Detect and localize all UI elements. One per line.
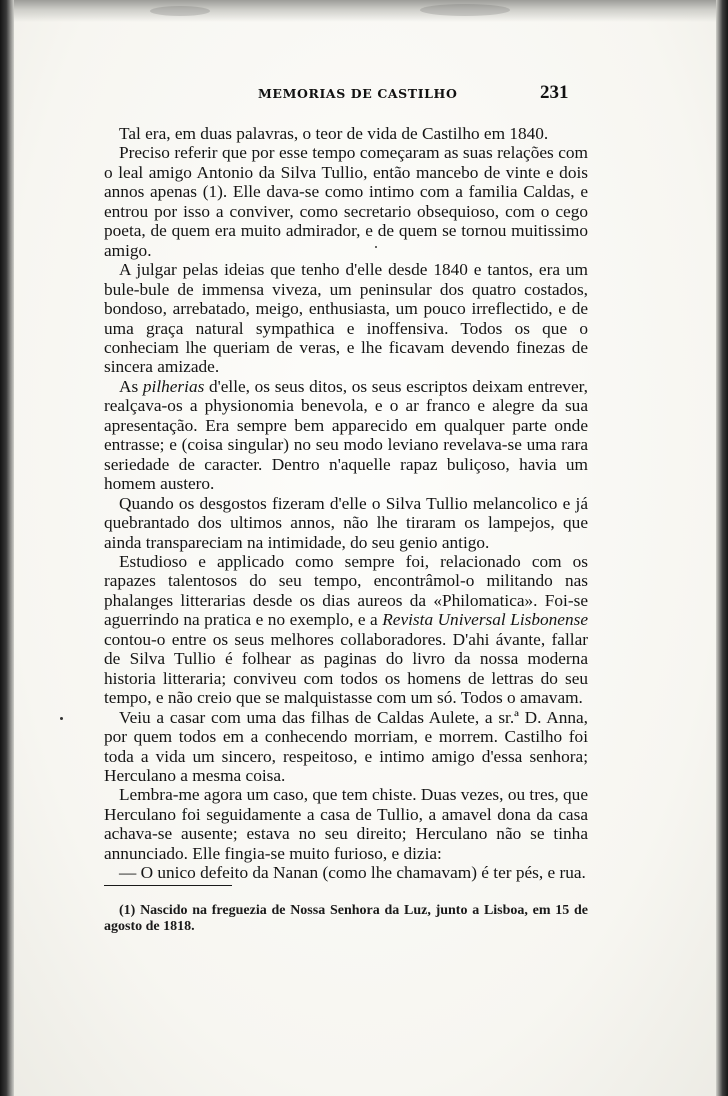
footnote-rule bbox=[104, 885, 232, 886]
paragraph-text: contou-o entre os seus melhores collaboradores. D'ahi ávante, fallar de Silva Tullio é folhear as paginas do livro da nossa moderna historia litteraria; conviveu com todos os homens de lettras do seu tempo, e não creio que se malquistasse com um só. Todos o amavam. bbox=[104, 629, 588, 708]
paragraph: Preciso referir que por esse tempo começaram as suas relações com o leal amigo Antonio da Silva Tullio, então mancebo de vinte e dois annos apenas (1). Elle dava-se como intimo com a familia Caldas, e entrou por isso a conviver, como secretario obsequioso, com o cego poeta, de quem era muito admirador, e de quem se tornou muitissimo amigo. bbox=[104, 143, 588, 260]
body-text bbox=[104, 124, 588, 883]
paragraph: Quando os desgostos fizeram d'elle o Silva Tullio melancolico e já quebrantado dos ultimos annos, não lhe tiraram os lampejos, que ainda transpareciam na intimidade, do seu genio antigo. bbox=[104, 493, 588, 552]
running-head: MEMORIAS DE CASTILHO bbox=[258, 86, 458, 101]
italic-term: pilherias bbox=[142, 376, 205, 396]
scan-smudge bbox=[150, 6, 210, 16]
scan-smudge bbox=[420, 4, 510, 16]
paragraph: Tal era, em duas palavras, o teor de vida de Castilho em 1840. bbox=[119, 124, 549, 143]
page-left-edge bbox=[0, 0, 14, 1096]
paragraph: — O unico defeito da Nanan (como lhe chamavam) é ter pés, e rua. bbox=[119, 863, 586, 883]
stray-mark bbox=[60, 717, 63, 720]
page-top-edge bbox=[0, 0, 728, 22]
paragraph bbox=[104, 552, 588, 708]
paragraph: A julgar pelas ideias que tenho d'elle desde 1840 e tantos, era um bule-bule de immensa viveza, um peninsular dos quatro costados, bondoso, arrebatado, meigo, enthusiasta, um pouco irreflectido, e de uma graça natural sympathica e inoffensiva. Todos os que o conheciam lhe queriam de veras, e lhe ficavam devendo finezas de sincera amizade. bbox=[104, 260, 588, 377]
paragraph: Veiu a casar com uma das filhas de Caldas Aulete, a sr.ª D. Anna, por quem todos em a conhecendo morriam, e morrem. Castilho foi toda a vida um sincero, respeitoso, e intimo amigo d'essa senhora; Herculano a mesma coisa. bbox=[104, 707, 588, 785]
page-right-edge bbox=[716, 0, 728, 1096]
footnote: (1) Nascido na freguezia de Nossa Senhora da Luz, junto a Lisboa, em 15 de agosto de 1818. bbox=[104, 903, 588, 934]
paragraph-text: d'elle, os seus ditos, os seus escriptos deixam entrever, realçava-os a physionomia benevola, e o ar franco e alegre da sua apresentação. Era sempre bem apparecido em qualquer parte onde entrasse; e (coisa singular) no seu modo leviano revelava-se uma rara seriedade de caracter. Dentro n'aquelle rapaz buliçoso, havia um homem austero. bbox=[104, 376, 589, 494]
paragraph-text: As bbox=[119, 376, 143, 396]
page-number: 231 bbox=[540, 82, 569, 103]
paragraph-text: Estudioso e applicado como sempre foi, relacionado com os rapazes talentosos do seu tempo, encontrâmol-o militando nas phalanges litterarias desde os dias aureos da «Philomatica». Foi-se aguerrindo na pratica e no exemplo, e a bbox=[104, 551, 588, 630]
paragraph: Lembra-me agora um caso, que tem chiste. Duas vezes, ou tres, que Herculano foi seguidamente a casa de Tullio, a amavel dona da casa achava-se ausente; estava no seu direito; Herculano não se tinha annunciado. Elle fingia-se muito furioso, e dizia: bbox=[104, 785, 588, 863]
paragraph bbox=[104, 377, 588, 494]
italic-title: Revista Universal Lisbonense bbox=[382, 610, 588, 630]
